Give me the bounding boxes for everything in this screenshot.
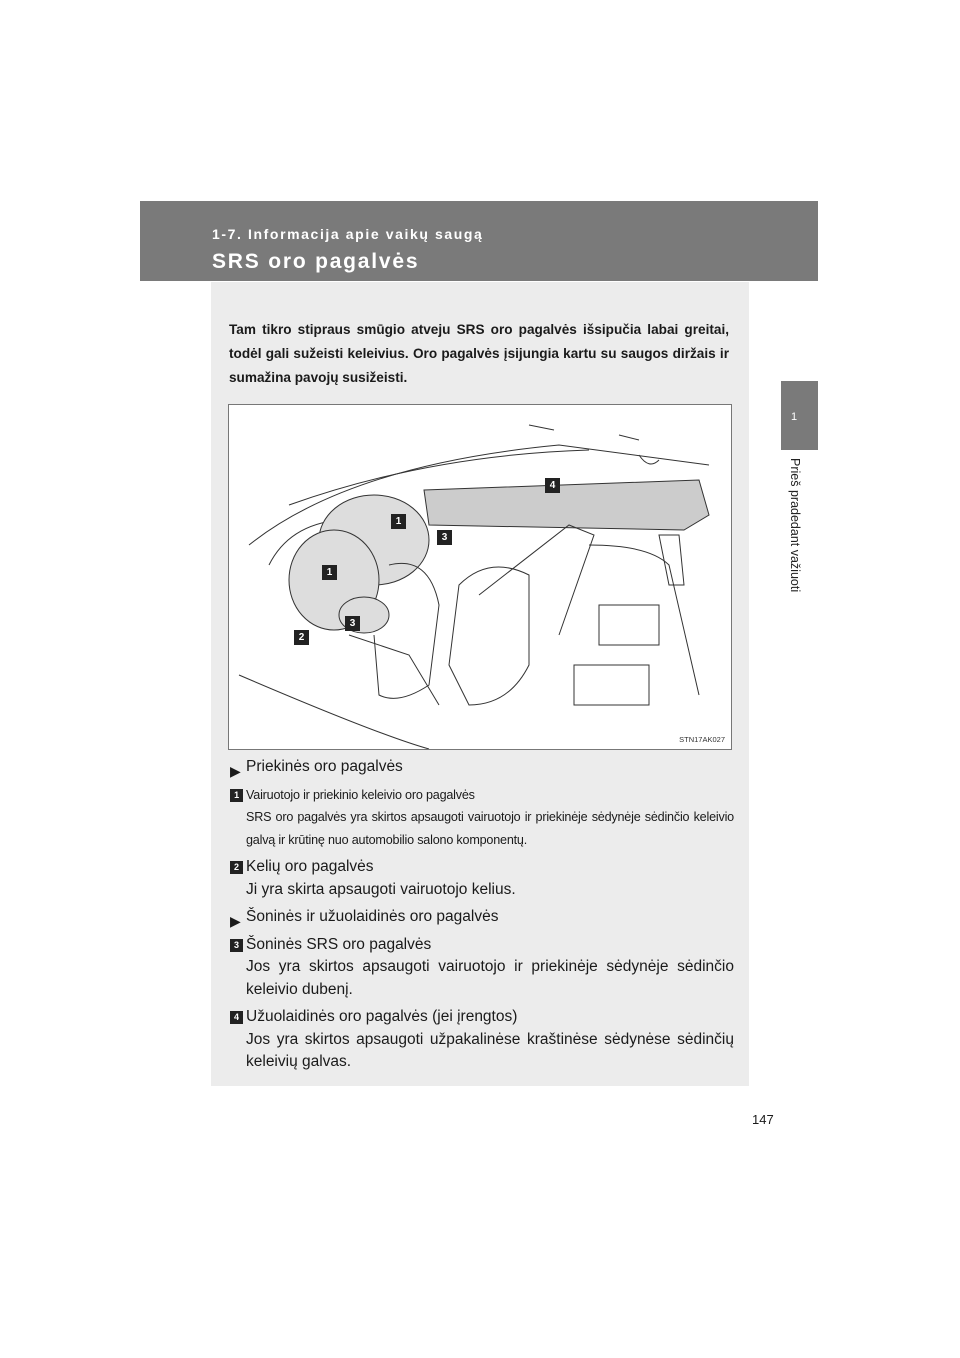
item-3-title: 3 Šoninės SRS oro pagalvės: [230, 934, 734, 957]
number-badge: 1: [230, 789, 243, 802]
item-2-text: Ji yra skirta apsaugoti vairuotojo kelius.: [246, 880, 516, 898]
section-breadcrumb: 1-7. Informacija apie vaikų saugą: [212, 226, 484, 242]
item-1-text: SRS oro pagalvės yra skirtos apsaugoti vairuotojo ir priekinėje sėdynėje sėdinčio keleivio galvą ir krūtinę nuo automobilio salono komponentų.: [246, 810, 734, 847]
chapter-title: Prieš pradedant važiuoti: [788, 458, 802, 593]
item-4-title: 4 Užuolaidinės oro pagalvės (jei įrengtos): [230, 1006, 734, 1029]
number-badge: 2: [230, 861, 243, 874]
subheading-side: ▶ Šoninės ir užuolaidinės oro pagalvės: [230, 906, 734, 929]
callout-3: 3: [437, 530, 452, 545]
number-badge: 4: [230, 1011, 243, 1024]
content-box: [211, 282, 749, 1086]
page-title: SRS oro pagalvės: [212, 250, 420, 273]
callout-3: 3: [345, 616, 360, 631]
illustration-code: STN17AK027: [679, 735, 725, 744]
airbag-illustration: [228, 404, 732, 750]
triangle-bullet-icon: ▶: [230, 913, 241, 929]
number-badge: 3: [230, 939, 243, 952]
intro-text: Tam tikro stipraus smūgio atveju SRS oro pagalvės išsipučia labai greitai, todėl gali sužeisti keleivius. Oro pagalvės įsijungia kartu su saugos diržais ir sumažina pavojų susižeisti.: [229, 322, 729, 385]
item-3-text: Jos yra skirtos apsaugoti vairuotojo ir priekinėje sėdynėje sėdinčio keleivio dubenį.: [246, 958, 734, 998]
section-header: [140, 201, 818, 281]
callout-1: 1: [322, 565, 337, 580]
item-4-text: Jos yra skirtos apsaugoti užpakalinėse kraštinėse sėdynėse sėdinčių keleivių galvas.: [246, 1030, 734, 1070]
callout-4: 4: [545, 478, 560, 493]
chapter-tab: 1: [781, 381, 818, 450]
page-number: 147: [752, 1112, 774, 1127]
subheading-front: ▶ Priekinės oro pagalvės: [230, 756, 734, 779]
airbag-list: [230, 756, 734, 1074]
item-2-title: 2 Kelių oro pagalvės: [230, 856, 734, 879]
callout-2: 2: [294, 630, 309, 645]
triangle-bullet-icon: ▶: [230, 763, 241, 779]
car-interior-drawing: [229, 405, 731, 749]
callout-1: 1: [391, 514, 406, 529]
item-1-title: 1 Vairuotojo ir priekinio keleivio oro pagalvės: [230, 784, 734, 807]
